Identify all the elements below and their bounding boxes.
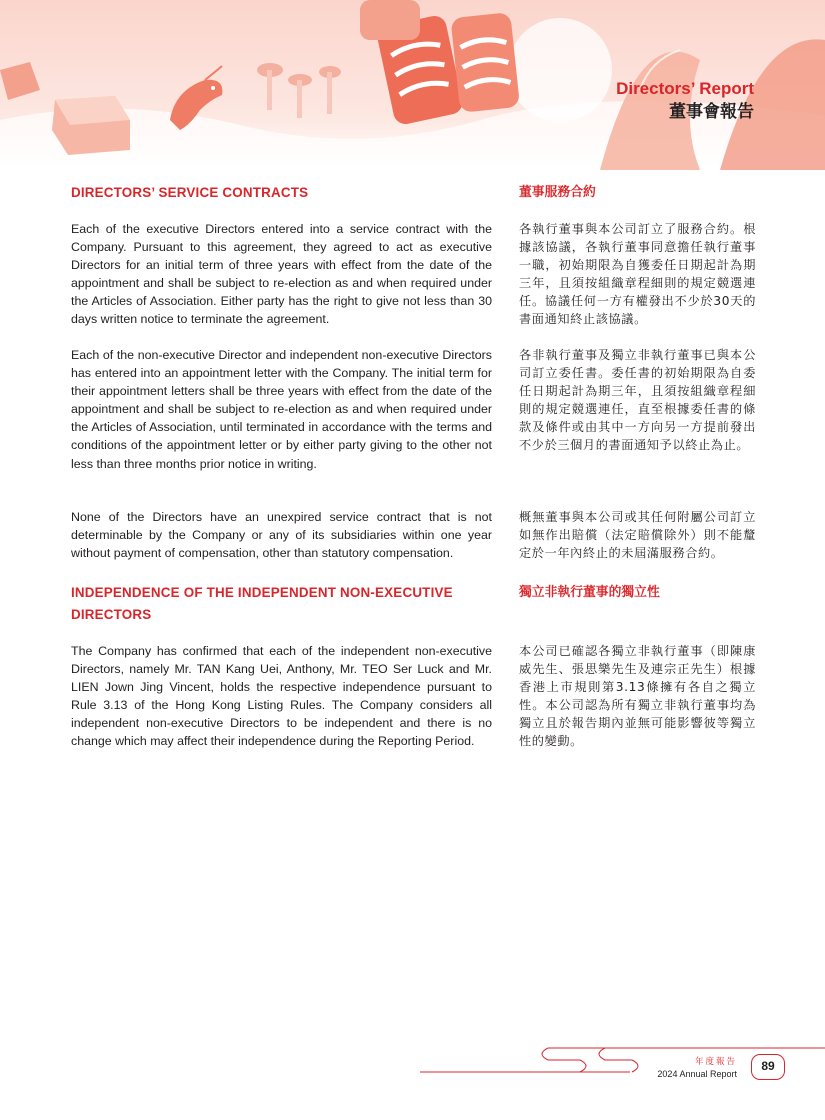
paragraph-independence-en: The Company has confirmed that each of the independent non-executive Directors, namely Mr. TAN Kang Uei, Anthony, Mr. TEO Ser Luck and Mr. LIEN Jown Jing Vincent, holds the respective independence pursuant to Rule 3.13 of the Hong Kong Listing Rules. The Company considers all independent non-executive Directors to be independent and there is no change which may affect their independence during the Reporting Period.: [71, 644, 492, 749]
paragraph-service-contract-zh: 各執行董事與本公司訂立了服務合約。根據該協議，各執行董事同意擔任執行董事一職，初始期限為自獲委任日期起計為期三年，且須按組織章程細則的規定競選連任。協議任何一方有權發出不少於30天的書面通知終止該協議。: [519, 222, 756, 327]
paragraph-independence-zh: 本公司已確認各獨立非執行董事（即陳康威先生、張思樂先生及連宗正先生）根據香港上市規則第3.13條擁有各自之獨立性。本公司認為所有獨立非執行董事均為獨立且於報告期內並無可能影響彼等獨立性的變動。: [519, 644, 756, 749]
paragraph-appointment-letter-en: Each of the non-executive Director and independent non-executive Directors has entered into an appointment letter with the Company. The initial term for their appointment letters shall be three years with effect from the date of the appointment and shall be subject to re-election as and when required under the Articles of Association, until terminated in accordance with the terms and conditions of the appointment letter or by either party giving to the other not less than three months prior notice in writing.: [71, 348, 492, 471]
report-title-zh: 董事會報告: [669, 102, 754, 122]
paragraph-appointment-letter-zh: 各非執行董事及獨立非執行董事已與本公司訂立委任書。委任書的初始期限為自委任日期起計為期三年，且須按組織章程細則的規定競選連任，直至根據委任書的條款及條件或由其中一方向另一方提前發出不少於三個月的書面通知予以終止為止。: [519, 348, 756, 453]
section-heading-service-contracts-zh: 董事服務合約: [519, 185, 596, 200]
paragraph-service-contract-en: Each of the executive Directors entered into a service contract with the Company. Pursuant to this agreement, they agreed to act as executive Directors for an initial term of three years with effect from the date of the appointment and shall be subject to re-election as and when required under the Articles of Association. Either party has the right to give not less than 30 days written notice to terminate the agreement.: [71, 222, 492, 327]
footer-label-zh: 年度報告: [694, 1057, 737, 1067]
paragraph-unexpired-contract-en: None of the Directors have an unexpired service contract that is not determinable by the Company or any of its subsidiaries within one year without payment of compensation, other than statutory compensation.: [71, 510, 492, 561]
page-number: 89: [751, 1054, 785, 1080]
header-titles: [616, 78, 754, 124]
footer-label: [657, 1057, 737, 1080]
section-heading-service-contracts-en: DIRECTORS’ SERVICE CONTRACTS: [71, 185, 309, 200]
section-heading-independence-zh: 獨立非執行董事的獨立性: [519, 585, 660, 600]
section-heading-independence-en: INDEPENDENCE OF THE INDEPENDENT NON-EXECUTIVE DIRECTORS: [71, 585, 453, 622]
report-title-en: Directors’ Report: [616, 79, 754, 98]
footer-label-en: 2024 Annual Report: [657, 1069, 737, 1079]
paragraph-unexpired-contract-zh: 概無董事與本公司或其任何附屬公司訂立如無作出賠償（法定賠償除外）則不能釐定於一年內終止的未屆滿服務合約。: [519, 510, 756, 561]
